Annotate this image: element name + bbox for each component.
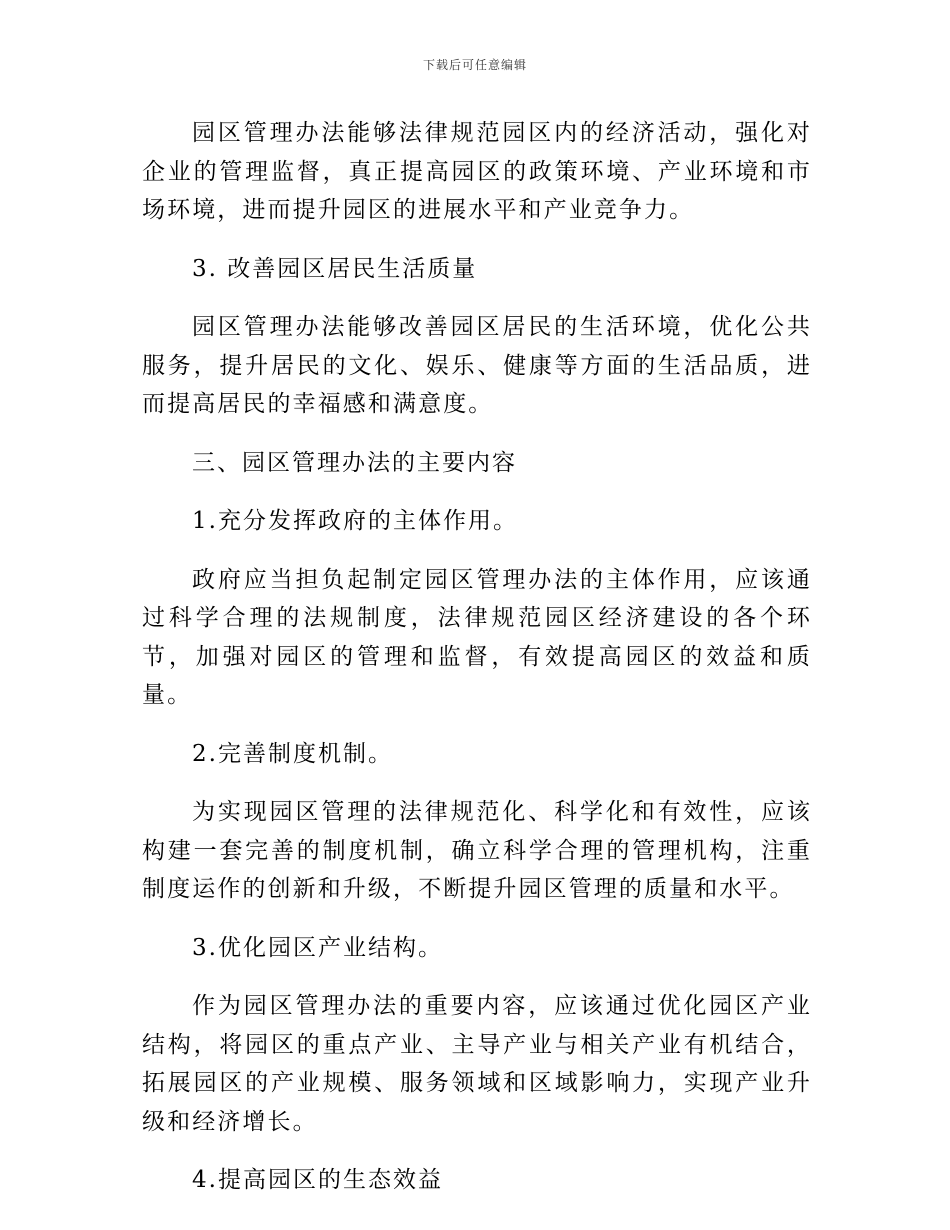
heading-government-role: 1.充分发挥政府的主体作用。 [192, 508, 518, 534]
document-body [142, 114, 812, 1220]
heading-improve-resident-life: 3. 改善园区居民生活质量 [192, 255, 478, 282]
paragraph-regulation-benefits: 园区管理办法能够法律规范园区内的经济活动，强化对企业的管理监督，真正提高园区的政策环境、产业环境和市场环境，进而提升园区的进展水平和产业竞争力。 [142, 120, 812, 223]
paragraph-resident-life: 园区管理办法能够改善园区居民的生活环境，优化公共服务，提升居民的文化、娱乐、健康等方面的生活品质，进而提高居民的幸福感和满意度。 [142, 314, 812, 417]
heading-main-content: 三、园区管理办法的主要内容 [192, 449, 517, 476]
paragraph-institutional-mechanism: 为实现园区管理的法律规范化、科学化和有效性，应该构建一套完善的制度机制，确立科学合理的管理机构，注重制度运作的创新和升级，不断提升园区管理的质量和水平。 [142, 799, 812, 902]
heading-industry-structure: 3.优化园区产业结构。 [192, 934, 443, 961]
heading-ecological-benefits: 4.提高园区的生态效益 [192, 1167, 443, 1193]
heading-institutional-mechanism: 2.完善制度机制。 [192, 740, 393, 767]
paragraph-industry-structure: 作为园区管理办法的重要内容，应该通过优化园区产业结构，将园区的重点产业、主导产业与相关产业有机结合，拓展园区的产业规模、服务领域和区域影响力，实现产业升级和经济增长。 [142, 993, 812, 1135]
page-header: 下载后可任意编辑 [422, 58, 527, 72]
paragraph-government-role: 政府应当担负起制定园区管理办法的主体作用，应该通过科学合理的法规制度，法律规范园区经济建设的各个环节，加强对园区的管理和监督，有效提高园区的效益和质量。 [142, 566, 812, 708]
